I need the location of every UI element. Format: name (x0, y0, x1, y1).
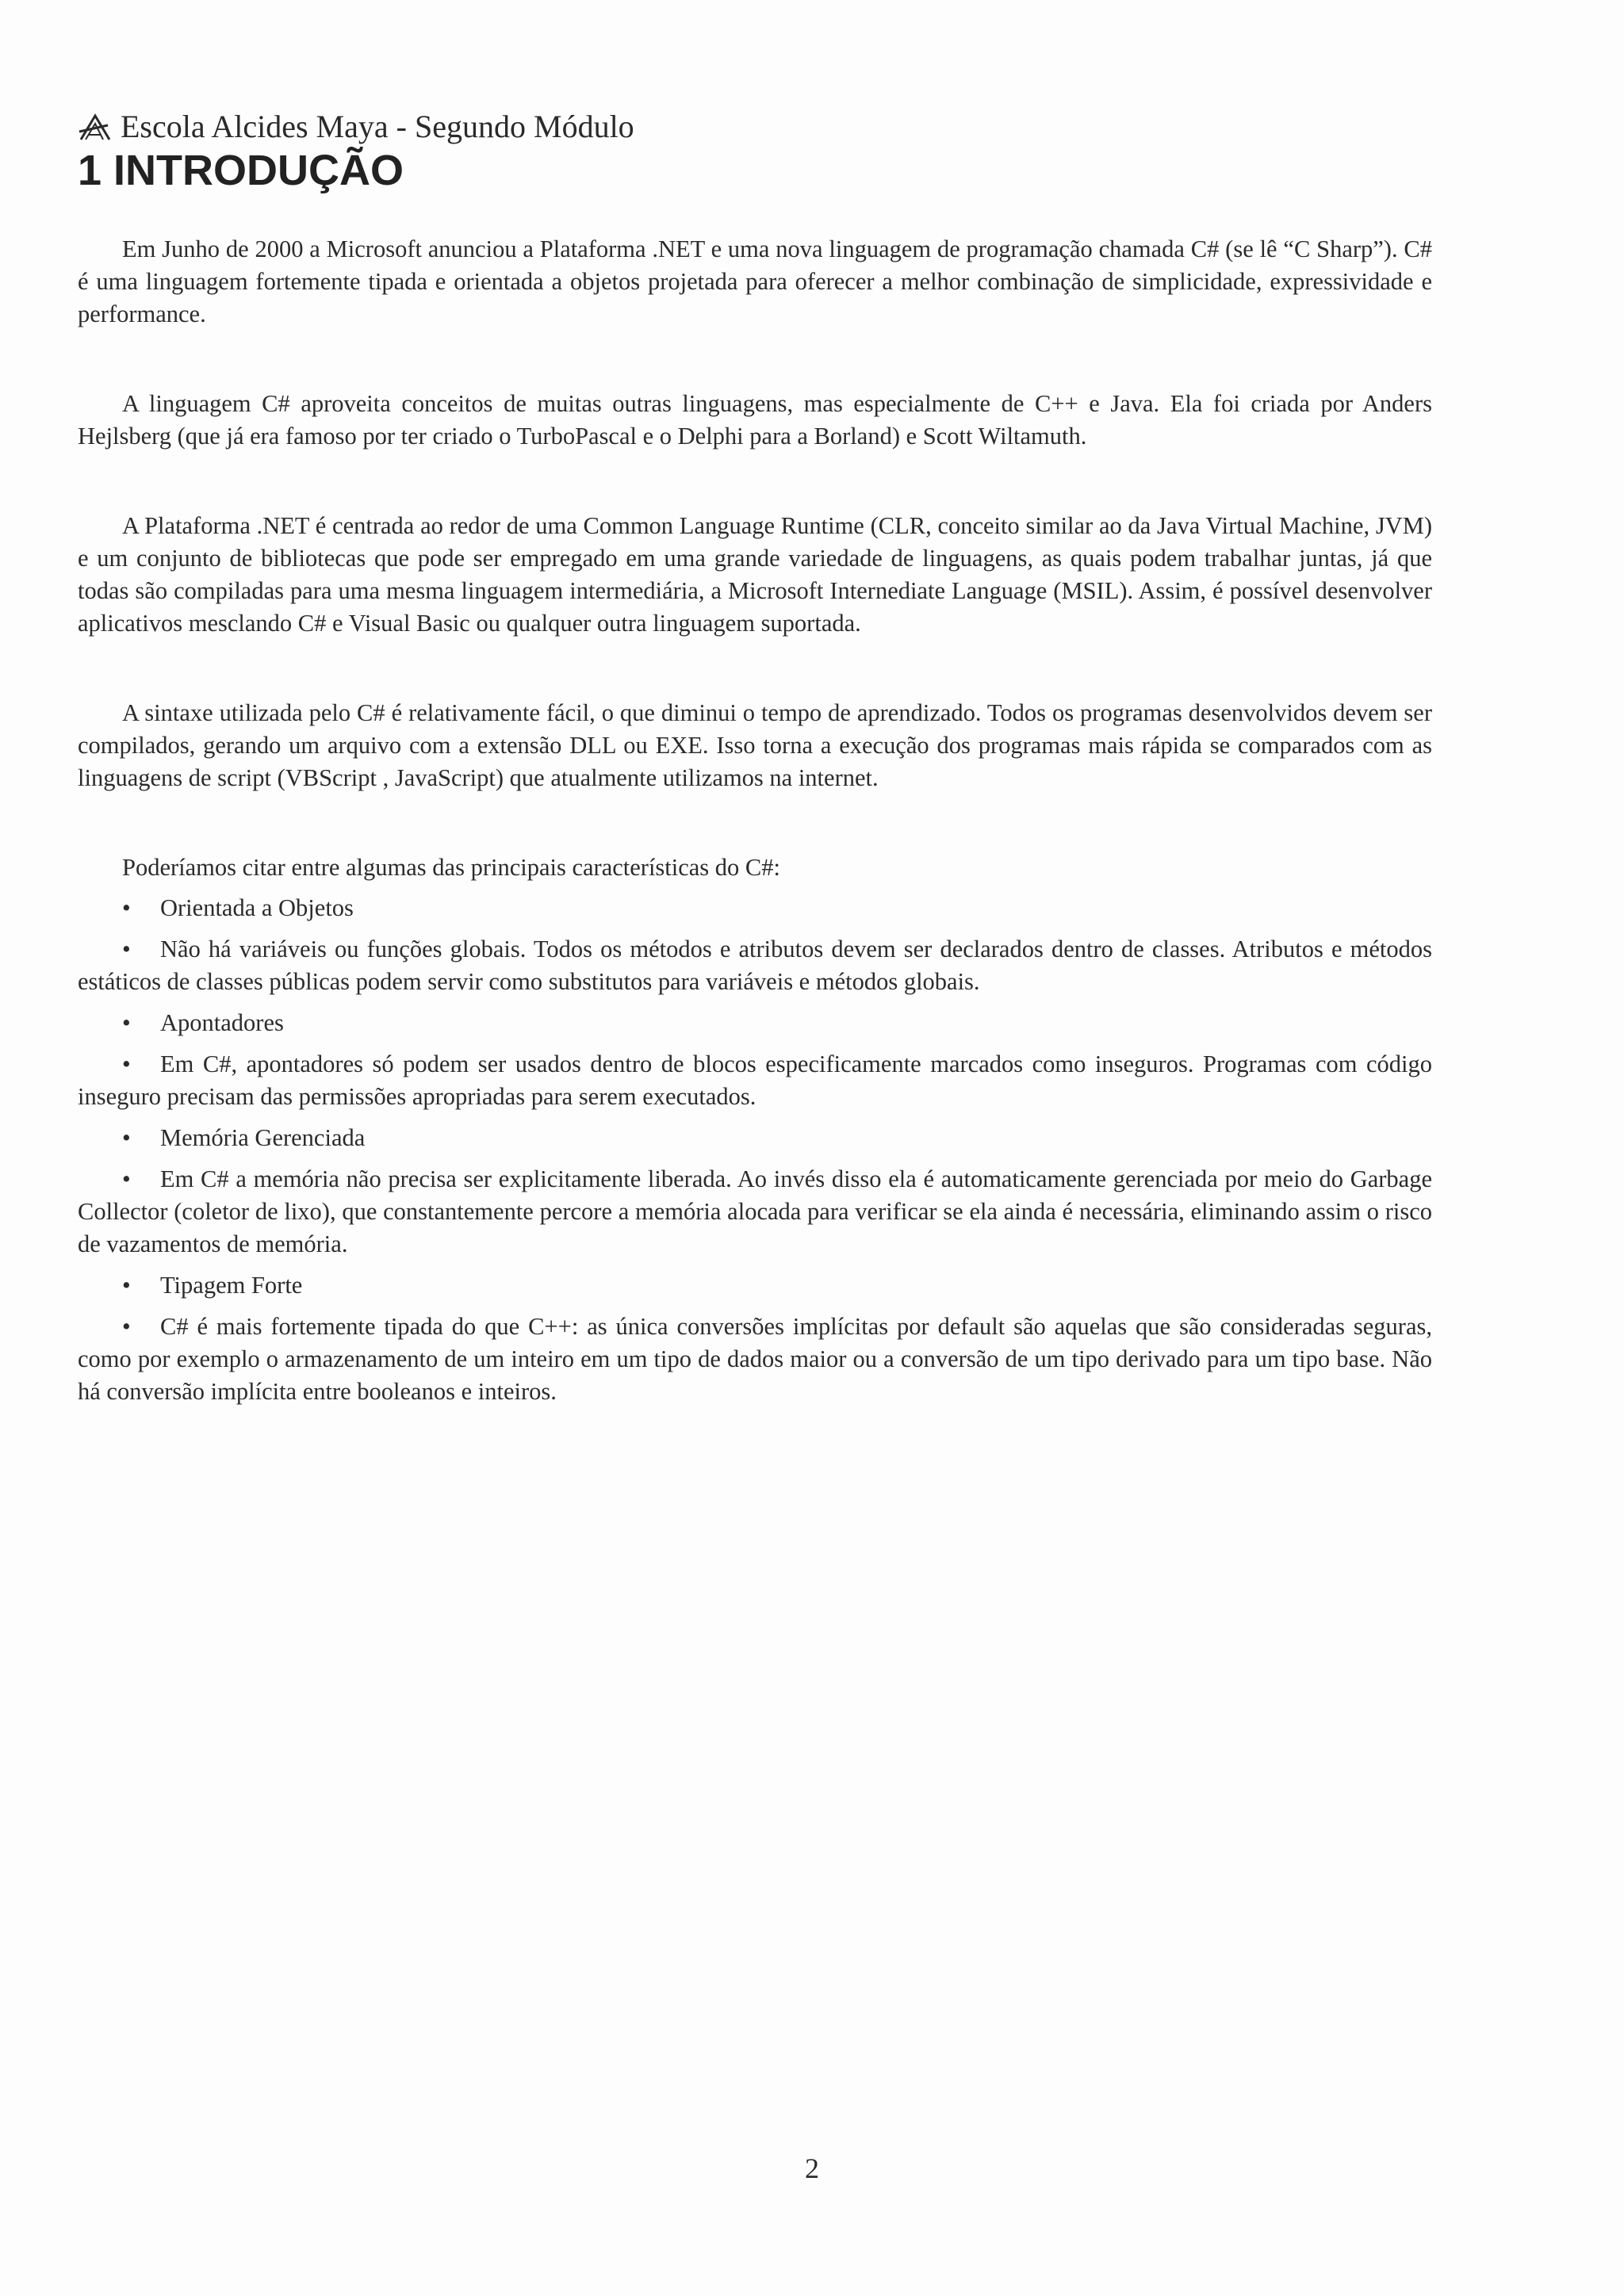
paragraph-1: Em Junho de 2000 a Microsoft anunciou a Plataforma .NET e uma nova linguagem de programação chamada C# (se lê “C Sharp”). C# é uma linguagem fortemente tipada e orientada a objetos projetada para oferecer a melhor combinação de simplicidade, expressividade e performance. (78, 235, 1432, 327)
triangle-a-logo-icon (78, 111, 113, 143)
school-header-text: Escola Alcides Maya - Segundo Módulo (121, 109, 634, 144)
page-header (78, 103, 1432, 151)
list-item: • Em C#, apontadores só podem ser usados dentro de blocos especificamente marcados como inseguros. Programas com código inseguro precisam das permissões apropriadas para serem executados. (78, 1048, 1432, 1113)
paragraph-2: A linguagem C# aproveita conceitos de muitas outras linguagens, mas especialmente de C++ e Java. Ela foi criada por Anders Hejlsberg (que já era famoso por ter criado o TurboPascal e o Delphi para a Borland) e Scott Wiltamuth. (78, 390, 1432, 450)
bullet-icon: • (122, 1124, 131, 1151)
list-item: • Não há variáveis ou funções globais. Todos os métodos e atributos devem ser declarados dentro de classes. Atributos e métodos estáticos de classes públicas podem servir como substitutos para variáveis e métodos globais. (78, 933, 1432, 998)
list-item: • Orientada a Objetos (78, 892, 1432, 924)
list-item: • Memória Gerenciada (78, 1122, 1432, 1154)
chapter-title: 1 INTRODUÇÃO (78, 147, 404, 194)
bullet-icon: • (122, 1050, 131, 1077)
list-item: • Em C# a memória não precisa ser explicitamente liberada. Ao invés disso ela é automaticamente gerenciada por meio do Garbage Collector (coletor de lixo), que constantemente percore a memória alocada para verificar se ela ainda é necessária, eliminando assim o risco de vazamentos de memória. (78, 1163, 1432, 1261)
paragraph-3: A Plataforma .NET é centrada ao redor de uma Common Language Runtime (CLR, conceito similar ao da Java Virtual Machine, JVM) e um conjunto de bibliotecas que pode ser empregado em uma grande variedade de linguagens, as quais podem trabalhar juntas, já que todas são compiladas para uma mesma linguagem intermediária, a Microsoft Internediate Language (MSIL). Assim, é possível desenvolver aplicativos mesclando C# e Visual Basic ou qualquer outra linguagem suportada. (78, 512, 1432, 637)
list-item: • Tipagem Forte (78, 1269, 1432, 1302)
bullet-icon: • (122, 1009, 131, 1036)
paragraph-4: A sintaxe utilizada pelo C# é relativamente fácil, o que diminui o tempo de aprendizado. Todos os programas desenvolvidos devem ser compilados, gerando um arquivo com a extensão DLL ou EXE. Isso torna a execução dos programas mais rápida se comparados com as linguagens de script (VBScript , JavaScript) que atualmente utilizamos na internet. (78, 699, 1432, 791)
list-item: • Apontadores (78, 1007, 1432, 1039)
bullet-icon: • (122, 1272, 131, 1299)
document-page (78, 103, 1432, 1417)
bullet-icon: • (122, 936, 131, 962)
features-intro: Poderíamos citar entre algumas das principais características do C#: (122, 854, 780, 881)
page-number: 2 (805, 2152, 819, 2184)
bullet-icon: • (122, 1313, 131, 1340)
list-item: • C# é mais fortemente tipada do que C++: as única conversões implícitas por default são aquelas que são consideradas seguras, como por exemplo o armazenamento de um inteiro em um tipo de dados maior ou a conversão de um tipo derivado para um tipo base. Não há conversão implícita entre booleanos e inteiros. (78, 1311, 1432, 1408)
bullet-icon: • (122, 894, 131, 921)
bullet-icon: • (122, 1165, 131, 1192)
features-list (78, 892, 1432, 1408)
